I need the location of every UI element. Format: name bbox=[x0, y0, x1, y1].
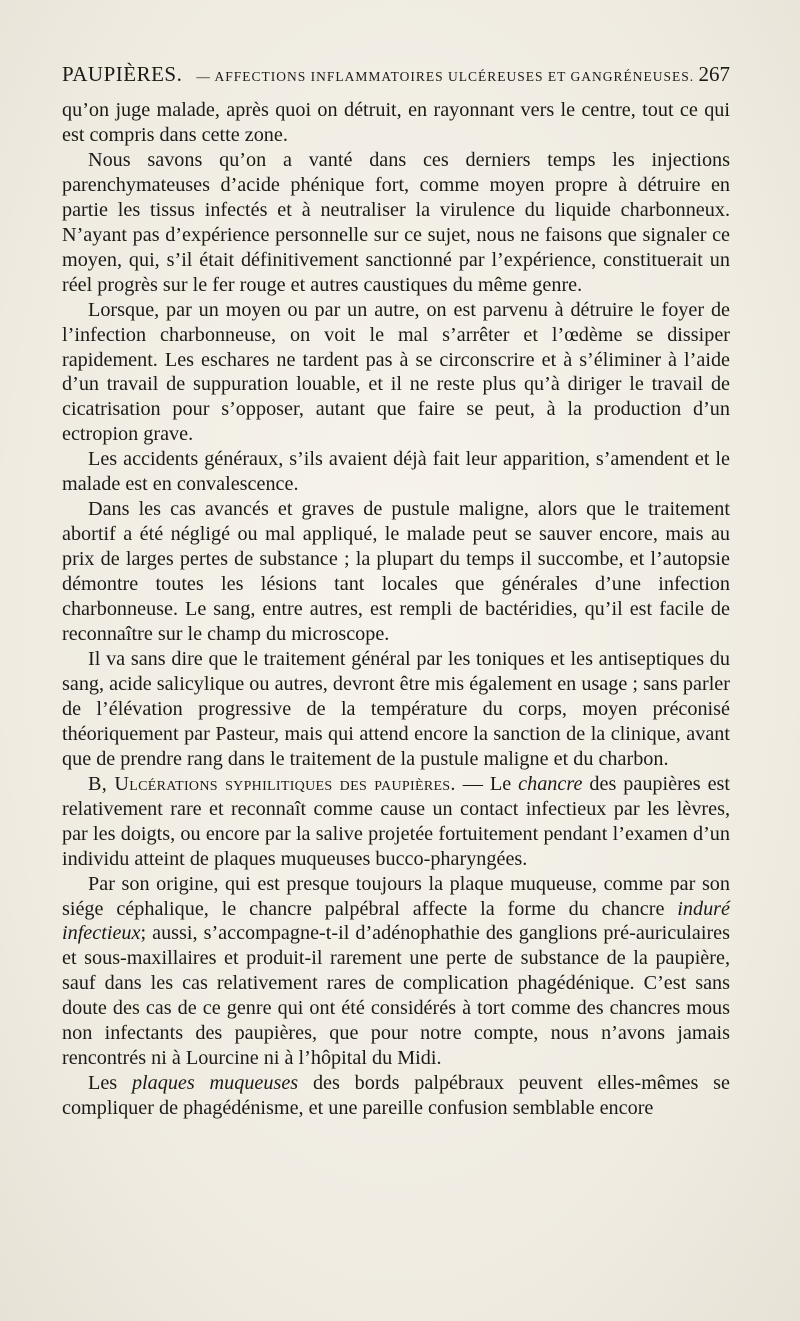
paragraph: Nous savons qu’on a vanté dans ces derniers temps les injections parenchymateuses d’acide phénique fort, comme moyen propre à détruire en partie les tissus infectés et à neutraliser la virulence du liquide charbonneux. N’ayant pas d’expérience personnelle sur ce sujet, nous ne faisons que signaler ce moyen, qui, s’il était définitivement sanctionné par l’expérience, constituerait un réel progrès sur le fer rouge et autres caustiques du même genre. bbox=[62, 148, 730, 296]
running-header bbox=[62, 62, 730, 92]
paragraph bbox=[62, 872, 730, 1072]
text-run: des paupières est relativement rare et reconnaît comme cause un contact infectieux par les lèvres, par les doigts, ou encore par la salive projetée fortuitement pendant l’examen d’un individu atteint de plaques muqueuses bucco-pharyngées. bbox=[62, 772, 731, 870]
text-run: des bords palpébraux peuvent elles-mêmes se compliquer de phagédénisme, et une pareille confusion semblable encore bbox=[62, 1072, 730, 1120]
section-paragraph bbox=[62, 772, 730, 872]
text-run: Par son origine, qui est presque toujours la plaque muqueuse, comme par son siége céphalique, le chancre palpébral affecte la forme du chancre bbox=[62, 872, 730, 920]
paragraph: qu’on juge malade, après quoi on détruit, en rayonnant vers le centre, tout ce qui est compris dans cette zone. bbox=[62, 99, 730, 146]
text-run: Les bbox=[88, 1072, 132, 1095]
italic-term: plaques muqueuses bbox=[131, 1072, 299, 1095]
section-heading: B, Ulcérations syphilitiques des paupières. bbox=[88, 772, 456, 795]
text-run: — Le bbox=[455, 772, 519, 795]
body-text bbox=[62, 98, 730, 1121]
text-run: ; aussi, s’accompagne-t-il d’adénophathie des ganglions pré-auriculaires et sous-maxillaires et produit-il rarement une perte de substance de la paupière, sauf dans les cas relativement rares de complication phagédénique. C’est sans doute des cas de ce genre qui ont été considérés à tort comme des chancres mous non infectants des paupières, que pour notre compte, nous n’avons jamais rencontrés ni à Lourcine ni à l’hôpital du Midi. bbox=[62, 922, 730, 1070]
paragraph: Il va sans dire que le traitement général par les toniques et les antiseptiques du sang, acide salicylique ou autres, devront être mis également en usage ; sans parler de l’élévation progressive de la température du corps, moyen préconisé théoriquement par Pasteur, mais qui attend encore la sanction de la clinique, avant que de prendre rang dans le traitement de la pustule maligne et du charbon. bbox=[62, 647, 730, 770]
paragraph: Lorsque, par un moyen ou par un autre, on est parvenu à détruire le foyer de l’infection charbonneuse, on voit le mal s’arrêter et l’œdème se dissiper rapidement. Les eschares ne tardent pas à se circonscrire et à s’éliminer à l’aide d’un travail de suppuration louable, et il ne reste plus qu’à diriger le travail de cicatrisation pour s’opposer, autant que faire se peut, à la production d’un ectropion grave. bbox=[62, 298, 730, 446]
paragraph: Les accidents généraux, s’ils avaient déjà fait leur apparition, s’amendent et le malade est en convalescence. bbox=[62, 448, 730, 496]
italic-term: chancre bbox=[518, 772, 583, 795]
header-title: PAUPIÈRES. bbox=[62, 62, 183, 86]
paragraph bbox=[62, 1071, 730, 1121]
paragraph: Dans les cas avancés et graves de pustule maligne, alors que le traitement abortif a été négligé ou mal appliqué, le malade peut se sauver encore, mais au prix de larges pertes de substance ; la plupart du temps il succombe, et l’autopsie démontre toutes les lésions tant locales que générales d’une infection charbonneuse. Le sang, entre autres, est rempli de bactéridies, qu’il est facile de reconnaître sur le champ du microscope. bbox=[62, 498, 730, 646]
page-number: 267 bbox=[698, 62, 730, 86]
italic-term: induré infectieux bbox=[62, 897, 730, 945]
header-subtitle: — AFFECTIONS INFLAMMATOIRES ULCÉREUSES ET GANGRÉNEUSES. bbox=[196, 69, 695, 84]
